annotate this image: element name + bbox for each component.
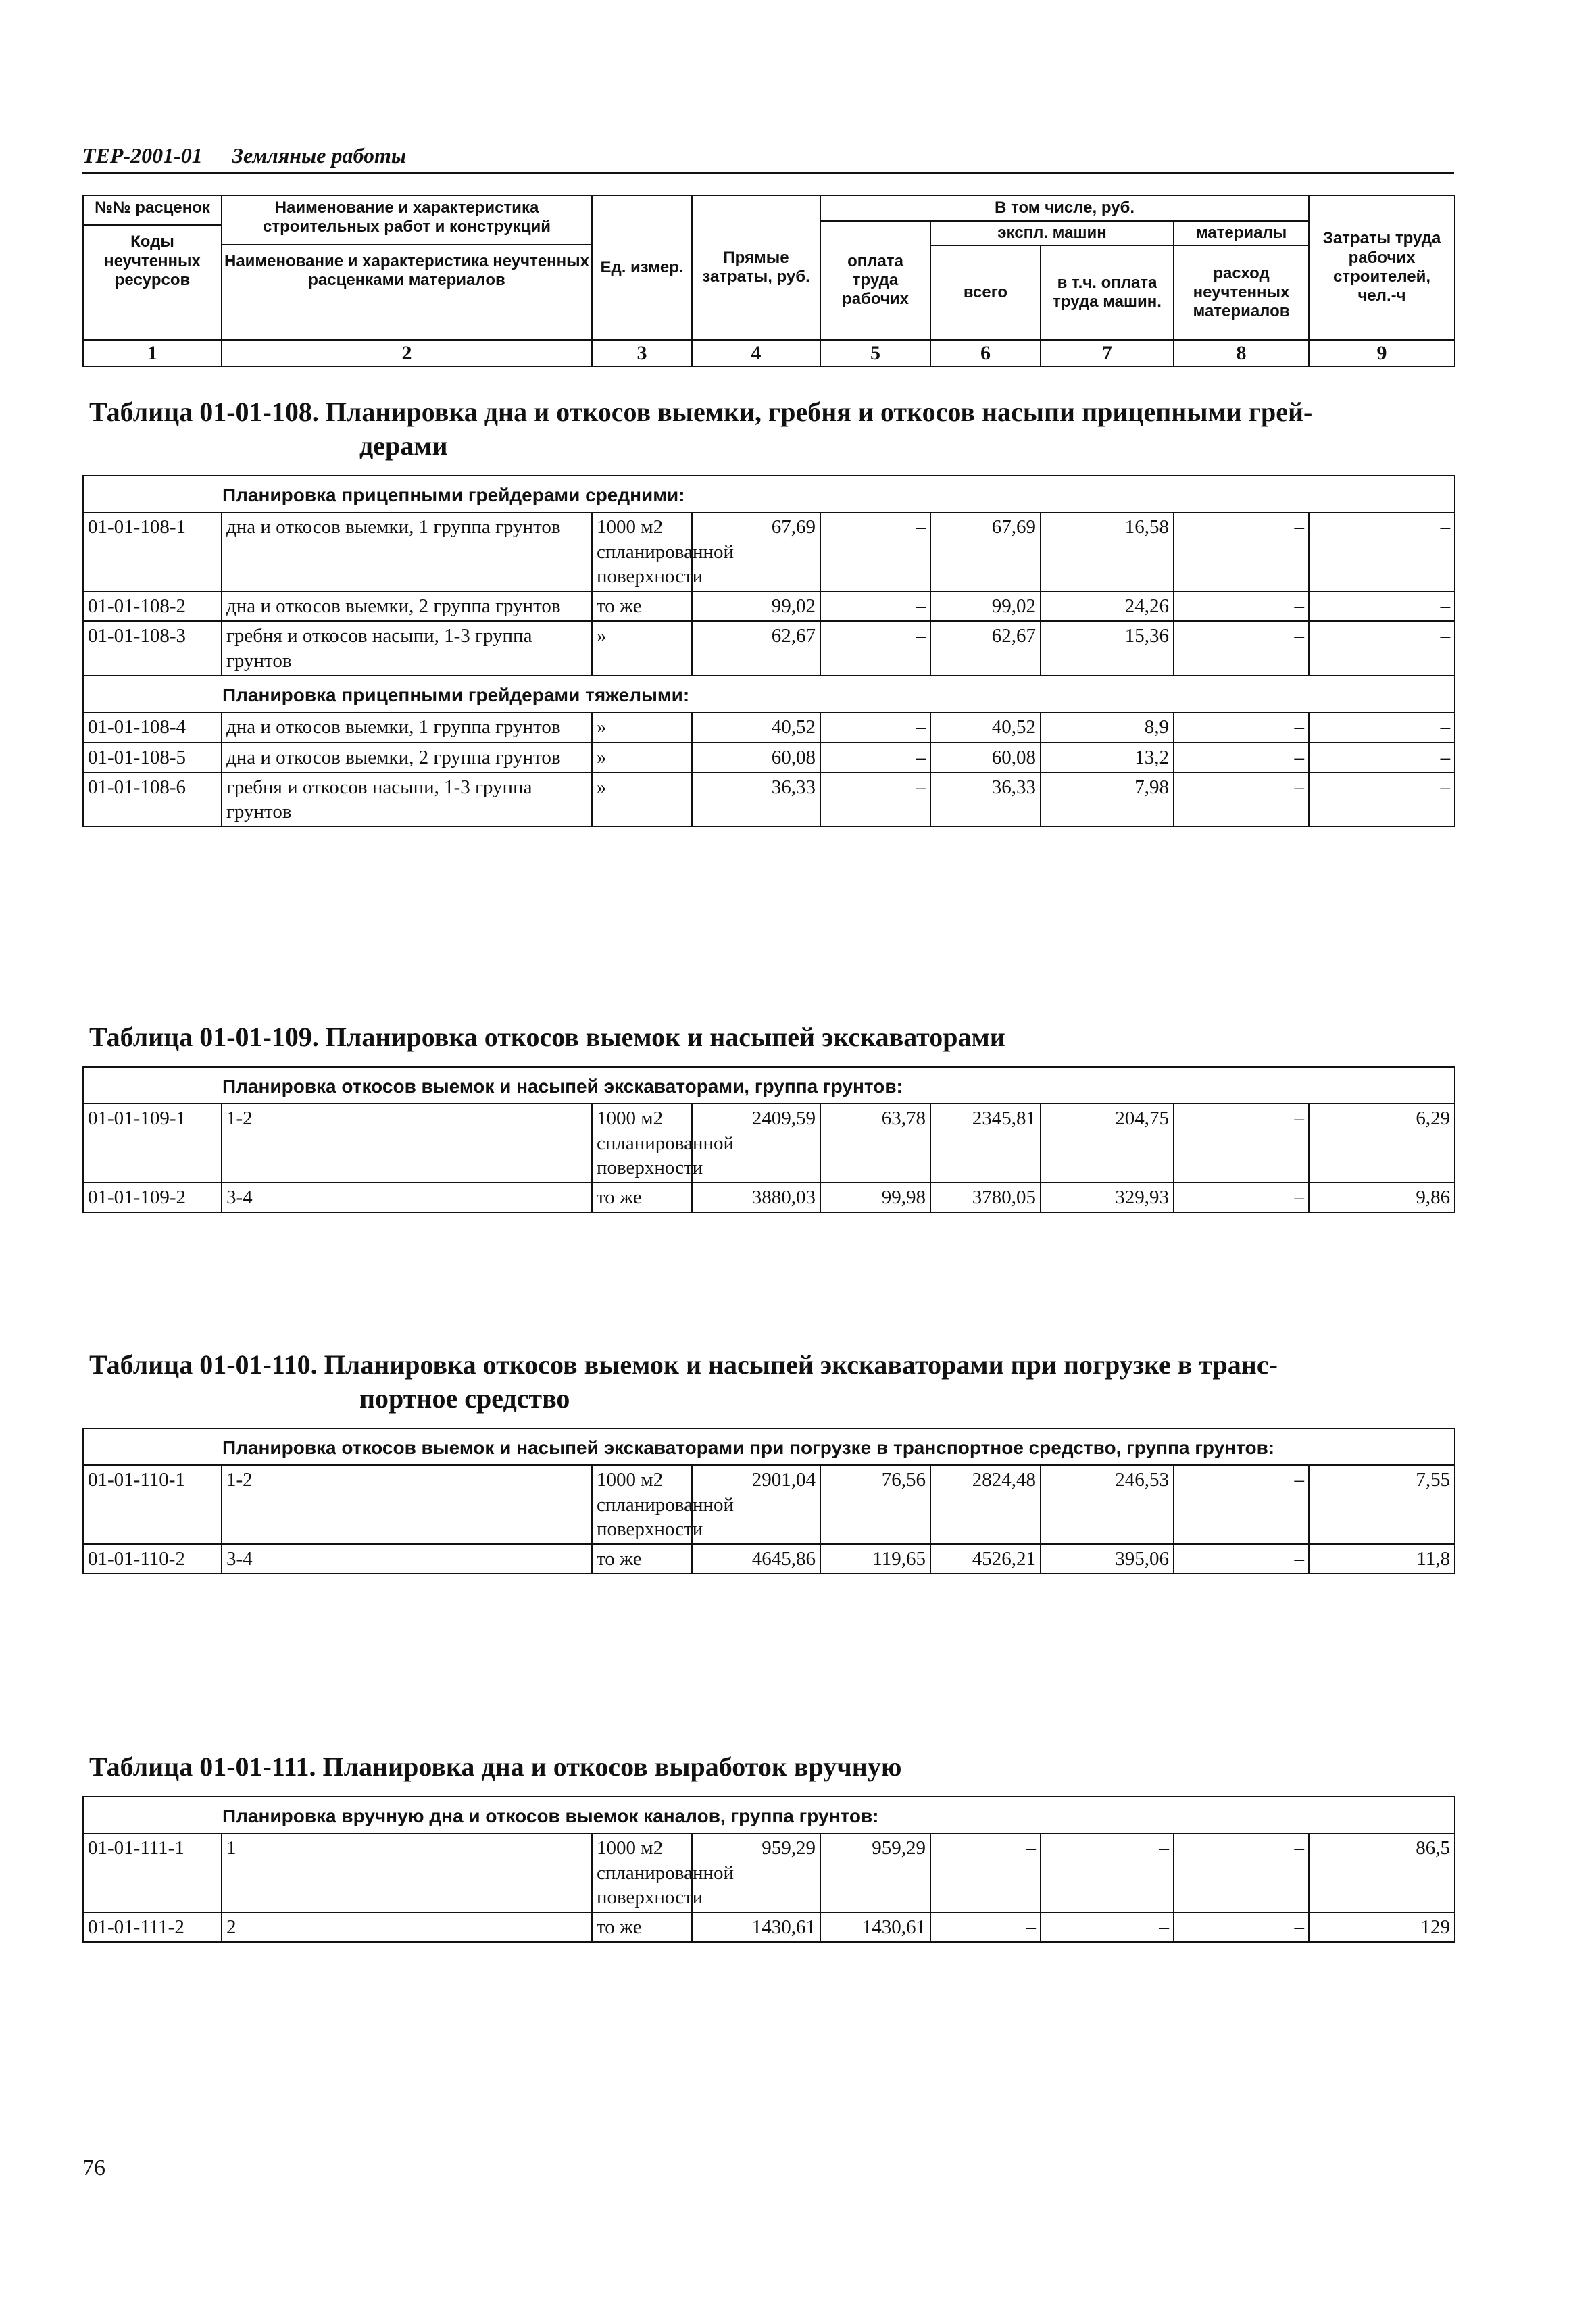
labor-hours: 7,55 xyxy=(1309,1465,1455,1544)
materials-cost: – xyxy=(1174,1183,1309,1212)
machine-labor-pay: 15,36 xyxy=(1041,621,1174,676)
machine-cost: 40,52 xyxy=(930,712,1041,742)
rate-code: 01-01-108-3 xyxy=(83,621,222,676)
direct-costs: 3880,03 xyxy=(692,1183,820,1212)
rate-code: 01-01-110-1 xyxy=(83,1465,222,1544)
direct-costs: 4645,86 xyxy=(692,1544,820,1574)
labor-hours: – xyxy=(1309,591,1455,621)
labor-pay: – xyxy=(820,712,930,742)
table-row xyxy=(83,591,1455,621)
group-heading: Планировка прицепными грейдерами средними: xyxy=(83,476,1455,512)
table-title xyxy=(89,395,1454,463)
header-labor-pay: оплата труда рабочих xyxy=(820,221,930,340)
direct-costs: 67,69 xyxy=(692,512,820,591)
group-heading: Планировка откосов выемок и насыпей экскаваторами при погрузке в транспортное средство, группа грунтов: xyxy=(83,1428,1455,1465)
machine-labor-pay: 8,9 xyxy=(1041,712,1174,742)
rate-code: 01-01-108-4 xyxy=(83,712,222,742)
unit-of-measure: 1000 м2 спланированной поверхности xyxy=(592,1465,692,1544)
materials-cost: – xyxy=(1174,1544,1309,1574)
labor-hours: – xyxy=(1309,512,1455,591)
table-row xyxy=(83,743,1455,772)
labor-hours: – xyxy=(1309,621,1455,676)
materials-cost: – xyxy=(1174,712,1309,742)
table-row xyxy=(83,772,1455,827)
table-row xyxy=(83,1912,1455,1942)
work-name: 1-2 xyxy=(222,1465,592,1544)
rate-table-block xyxy=(82,1020,1454,1213)
unit-of-measure: то же xyxy=(592,1912,692,1942)
rate-code: 01-01-111-2 xyxy=(83,1912,222,1942)
header-unit: Ед. измер. xyxy=(592,195,692,340)
machine-cost: 62,67 xyxy=(930,621,1041,676)
direct-costs: 959,29 xyxy=(692,1833,820,1912)
table-title-continuation: дерами xyxy=(359,430,448,461)
table-row xyxy=(83,1544,1455,1574)
header-number: 3 xyxy=(592,340,692,366)
labor-pay: 99,98 xyxy=(820,1183,930,1212)
materials-cost: – xyxy=(1174,1912,1309,1942)
header-col1-bottom: Коды неучтенных ресурсов xyxy=(84,224,221,290)
labor-pay: 1430,61 xyxy=(820,1912,930,1942)
table-title-text: Таблица 01-01-111. Планировка дна и откосов выработок вручную xyxy=(89,1751,902,1782)
table-row xyxy=(83,1103,1455,1183)
unit-of-measure: 1000 м2 спланированной поверхности xyxy=(592,1103,692,1183)
group-heading-row xyxy=(83,676,1455,712)
materials-cost: – xyxy=(1174,1833,1309,1912)
table-title-text: Таблица 01-01-109. Планировка откосов выемок и насыпей экскаваторами xyxy=(89,1022,1005,1052)
rate-table xyxy=(82,1796,1455,1943)
header-number: 5 xyxy=(820,340,930,366)
machine-labor-pay: 24,26 xyxy=(1041,591,1174,621)
group-heading: Планировка прицепными грейдерами тяжелыми: xyxy=(83,676,1455,712)
direct-costs: 2409,59 xyxy=(692,1103,820,1183)
machine-cost: – xyxy=(930,1912,1041,1942)
machine-cost: 2824,48 xyxy=(930,1465,1041,1544)
page-number: 76 xyxy=(82,2156,105,2181)
work-name: 3-4 xyxy=(222,1183,592,1212)
machine-labor-pay: 246,53 xyxy=(1041,1465,1174,1544)
table-row xyxy=(83,1465,1455,1544)
materials-cost: – xyxy=(1174,772,1309,827)
direct-costs: 2901,04 xyxy=(692,1465,820,1544)
labor-pay: – xyxy=(820,743,930,772)
unit-of-measure: » xyxy=(592,772,692,827)
direct-costs: 60,08 xyxy=(692,743,820,772)
machine-labor-pay: 329,93 xyxy=(1041,1183,1174,1212)
machine-cost: 99,02 xyxy=(930,591,1041,621)
table-title-text: Таблица 01-01-108. Планировка дна и откосов выемки, гребня и откосов насыпи прицепными грей- xyxy=(89,397,1313,427)
machine-cost: 36,33 xyxy=(930,772,1041,827)
unit-of-measure: то же xyxy=(592,1544,692,1574)
table-row xyxy=(83,1833,1455,1912)
rate-table-block xyxy=(82,1750,1454,1943)
header-col2 xyxy=(222,195,592,340)
table-title-continuation: портное средство xyxy=(359,1383,570,1414)
work-name: дна и откосов выемки, 2 группа грунтов xyxy=(222,591,592,621)
labor-pay: 76,56 xyxy=(820,1465,930,1544)
machine-labor-pay: 16,58 xyxy=(1041,512,1174,591)
work-name: гребня и откосов насыпи, 1-3 группа грунтов xyxy=(222,621,592,676)
header-col1 xyxy=(83,195,222,340)
header-machines: экспл. машин xyxy=(930,221,1174,245)
unit-of-measure: 1000 м2 спланированной поверхности xyxy=(592,1833,692,1912)
work-name: дна и откосов выемки, 1 группа грунтов xyxy=(222,512,592,591)
header-number: 6 xyxy=(930,340,1041,366)
machine-labor-pay: 204,75 xyxy=(1041,1103,1174,1183)
materials-cost: – xyxy=(1174,512,1309,591)
machine-cost: 2345,81 xyxy=(930,1103,1041,1183)
work-name: 1-2 xyxy=(222,1103,592,1183)
rate-code: 01-01-109-2 xyxy=(83,1183,222,1212)
rate-code: 01-01-108-2 xyxy=(83,591,222,621)
group-heading: Планировка вручную дна и откосов выемок каналов, группа грунтов: xyxy=(83,1797,1455,1833)
header-number: 4 xyxy=(692,340,820,366)
work-name: гребня и откосов насыпи, 1-3 группа грунтов xyxy=(222,772,592,827)
direct-costs: 1430,61 xyxy=(692,1912,820,1942)
labor-pay: 119,65 xyxy=(820,1544,930,1574)
labor-pay: – xyxy=(820,591,930,621)
labor-pay: 63,78 xyxy=(820,1103,930,1183)
unit-of-measure: то же xyxy=(592,1183,692,1212)
group-heading: Планировка откосов выемок и насыпей экскаваторами, группа грунтов: xyxy=(83,1067,1455,1103)
labor-hours: 6,29 xyxy=(1309,1103,1455,1183)
header-materials-consumption: расход неучтенных материалов xyxy=(1174,245,1309,340)
labor-pay: – xyxy=(820,512,930,591)
header-direct-costs: Прямые затраты, руб. xyxy=(692,195,820,340)
direct-costs: 62,67 xyxy=(692,621,820,676)
materials-cost: – xyxy=(1174,1103,1309,1183)
group-heading-row xyxy=(83,1797,1455,1833)
machine-labor-pay: – xyxy=(1041,1833,1174,1912)
column-header-table xyxy=(82,195,1455,367)
table-title xyxy=(89,1020,1454,1054)
labor-hours: – xyxy=(1309,772,1455,827)
table-title xyxy=(89,1750,1454,1784)
rate-code: 01-01-111-1 xyxy=(83,1833,222,1912)
work-name: 3-4 xyxy=(222,1544,592,1574)
work-name: 2 xyxy=(222,1912,592,1942)
rate-code: 01-01-108-6 xyxy=(83,772,222,827)
table-row xyxy=(83,621,1455,676)
rate-table xyxy=(82,1066,1455,1213)
rate-code: 01-01-108-5 xyxy=(83,743,222,772)
table-title xyxy=(89,1348,1454,1416)
machine-cost: 60,08 xyxy=(930,743,1041,772)
labor-hours: – xyxy=(1309,712,1455,742)
unit-of-measure: » xyxy=(592,621,692,676)
group-heading-row xyxy=(83,1428,1455,1465)
header-number: 9 xyxy=(1309,340,1455,366)
direct-costs: 36,33 xyxy=(692,772,820,827)
labor-pay: – xyxy=(820,621,930,676)
materials-cost: – xyxy=(1174,591,1309,621)
rate-code: 01-01-110-2 xyxy=(83,1544,222,1574)
labor-hours: – xyxy=(1309,743,1455,772)
labor-pay: – xyxy=(820,772,930,827)
machine-cost: 4526,21 xyxy=(930,1544,1041,1574)
machine-labor-pay: – xyxy=(1041,1912,1174,1942)
machine-cost: 67,69 xyxy=(930,512,1041,591)
header-number: 7 xyxy=(1041,340,1174,366)
rate-table-block xyxy=(82,395,1454,827)
unit-of-measure: » xyxy=(592,743,692,772)
header-col2-top: Наименование и характеристика строительных работ и конструкций xyxy=(263,199,551,237)
header-in-total: В том числе, руб. xyxy=(820,195,1309,221)
direct-costs: 40,52 xyxy=(692,712,820,742)
unit-of-measure: 1000 м2 спланированной поверхности xyxy=(592,512,692,591)
machine-cost: 3780,05 xyxy=(930,1183,1041,1212)
header-number: 1 xyxy=(83,340,222,366)
header-machines-labor: в т.ч. оплата труда машин. xyxy=(1041,245,1174,340)
running-head-section: Земляные работы xyxy=(232,143,407,168)
rate-table xyxy=(82,475,1455,827)
direct-costs: 99,02 xyxy=(692,591,820,621)
table-row xyxy=(83,1183,1455,1212)
table-row xyxy=(83,712,1455,742)
rate-code: 01-01-109-1 xyxy=(83,1103,222,1183)
work-name: дна и откосов выемки, 2 группа грунтов xyxy=(222,743,592,772)
machine-cost: – xyxy=(930,1833,1041,1912)
table-row xyxy=(83,512,1455,591)
group-heading-row xyxy=(83,476,1455,512)
materials-cost: – xyxy=(1174,1465,1309,1544)
header-number: 8 xyxy=(1174,340,1309,366)
work-name: 1 xyxy=(222,1833,592,1912)
unit-of-measure: » xyxy=(592,712,692,742)
machine-labor-pay: 13,2 xyxy=(1041,743,1174,772)
header-col1-top: №№ расценок xyxy=(95,199,210,217)
materials-cost: – xyxy=(1174,743,1309,772)
running-head xyxy=(82,143,1454,174)
table-title-text: Таблица 01-01-110. Планировка откосов выемок и насыпей экскаваторами при погрузке в транс- xyxy=(89,1349,1278,1380)
header-labor-cost: Затраты труда рабочих строителей, чел.-ч xyxy=(1309,195,1455,340)
labor-hours: 86,5 xyxy=(1309,1833,1455,1912)
header-number: 2 xyxy=(222,340,592,366)
rate-table-block xyxy=(82,1348,1454,1574)
labor-hours: 11,8 xyxy=(1309,1544,1455,1574)
labor-hours: 129 xyxy=(1309,1912,1455,1942)
header-machines-total: всего xyxy=(930,245,1041,340)
labor-hours: 9,86 xyxy=(1309,1183,1455,1212)
header-col2-bottom: Наименование и характеристика неучтенных расценками материалов xyxy=(222,244,591,291)
rate-table xyxy=(82,1428,1455,1574)
unit-of-measure: то же xyxy=(592,591,692,621)
rate-code: 01-01-108-1 xyxy=(83,512,222,591)
machine-labor-pay: 395,06 xyxy=(1041,1544,1174,1574)
materials-cost: – xyxy=(1174,621,1309,676)
labor-pay: 959,29 xyxy=(820,1833,930,1912)
group-heading-row xyxy=(83,1067,1455,1103)
work-name: дна и откосов выемки, 1 группа грунтов xyxy=(222,712,592,742)
running-head-code: ТЕР-2001-01 xyxy=(82,143,203,168)
machine-labor-pay: 7,98 xyxy=(1041,772,1174,827)
header-materials: материалы xyxy=(1174,221,1309,245)
